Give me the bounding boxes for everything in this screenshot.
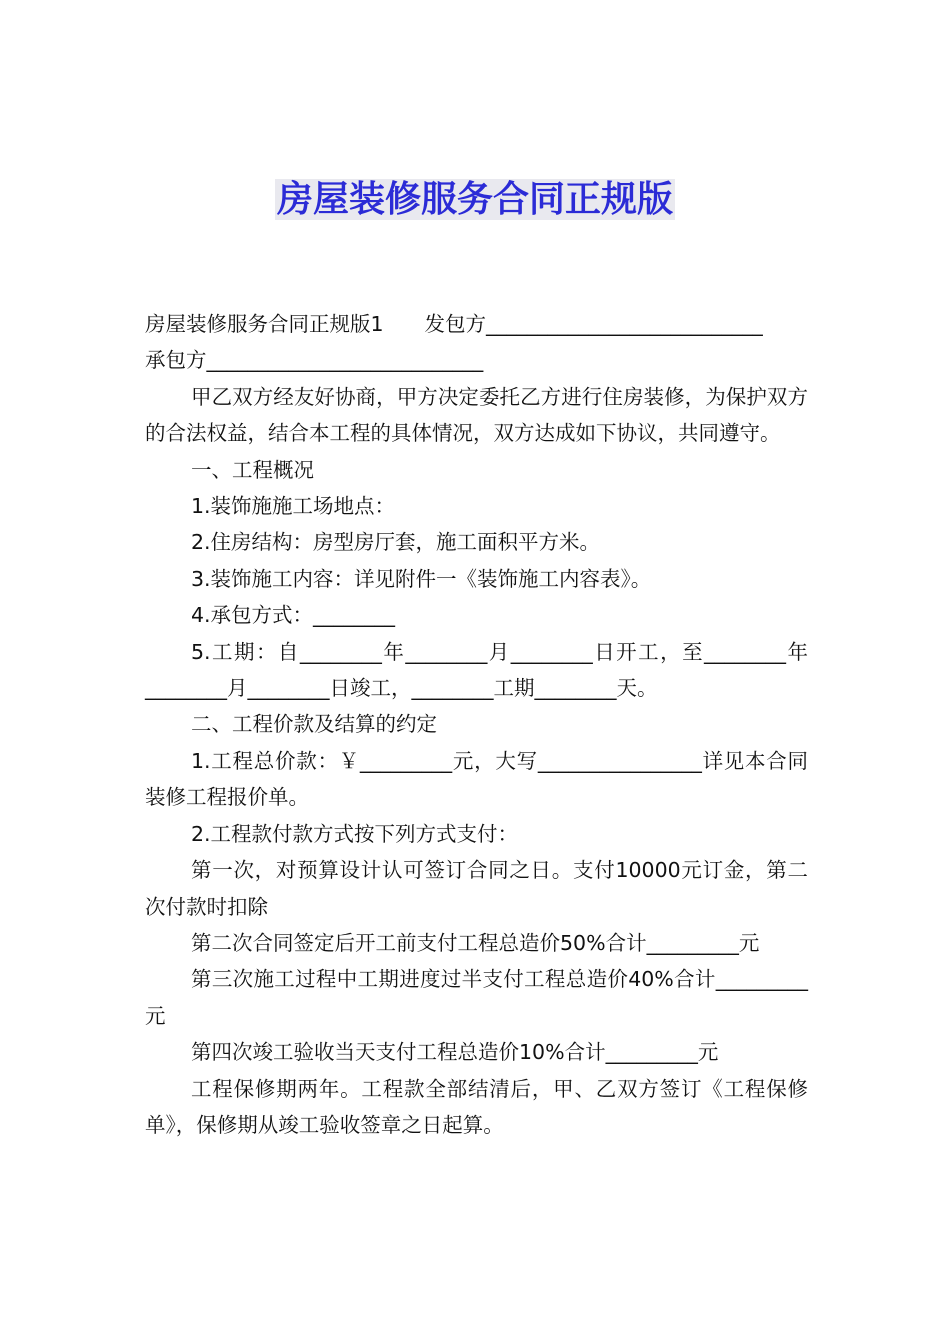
paragraph-payment-second: 第二次合同签定后开工前支付工程总造价50%合计_________元 xyxy=(191,930,760,955)
paragraph-work-content: 3.装饰施工内容：详见附件一《装饰施工内容表》。 xyxy=(191,566,652,591)
section-heading-price: 二、工程价款及结算的约定 xyxy=(191,712,437,737)
paragraph-payment-method: 2.工程款付款方式按下列方式支付： xyxy=(191,821,519,846)
section-heading-overview: 一、工程概况 xyxy=(191,457,314,482)
paragraph-contract-header: 房屋装修服务合同正规版1 发包方___________________________ xyxy=(145,312,763,336)
paragraph-schedule: 5.工期：自________年________月________日开工，至________年________月________日竣工，________工期________天。 xyxy=(145,639,808,701)
paragraph-preamble: 甲乙双方经友好协商，甲方决定委托乙方进行住房装修，为保护双方的合法权益，结合本工程的具体情况，双方达成如下协议，共同遵守。 xyxy=(145,384,808,446)
paragraph-payment-first: 第一次，对预算设计认可签订合同之日。支付10000元订金，第二次付款时扣除 xyxy=(145,858,808,919)
paragraph-contractor: 承包方___________________________ xyxy=(145,348,484,373)
paragraph-housing-structure: 2.住房结构：房型房厅套，施工面积平方米。 xyxy=(191,530,601,555)
paragraph-site-location: 1.装饰施施工场地点： xyxy=(191,494,396,519)
paragraph-contract-mode: 4.承包方式：________ xyxy=(191,603,396,628)
document-title: 房屋装修服务合同正规版 xyxy=(276,179,673,220)
paragraph-payment-fourth: 第四次竣工验收当天支付工程总造价10%合计_________元 xyxy=(191,1040,719,1065)
document-body xyxy=(145,306,808,1143)
paragraph-total-price: 1.工程总价款：￥_________元，大写________________详见本合同装修工程报价单。 xyxy=(145,748,808,810)
paragraph-payment-third: 第三次施工过程中工期进度过半支付工程总造价40%合计_________元 xyxy=(145,967,808,1028)
document-title-container xyxy=(0,176,950,224)
paragraph-warranty: 工程保修期两年。工程款全部结清后，甲、乙双方签订《工程保修单》，保修期从竣工验收签章之日起算。 xyxy=(145,1076,808,1137)
